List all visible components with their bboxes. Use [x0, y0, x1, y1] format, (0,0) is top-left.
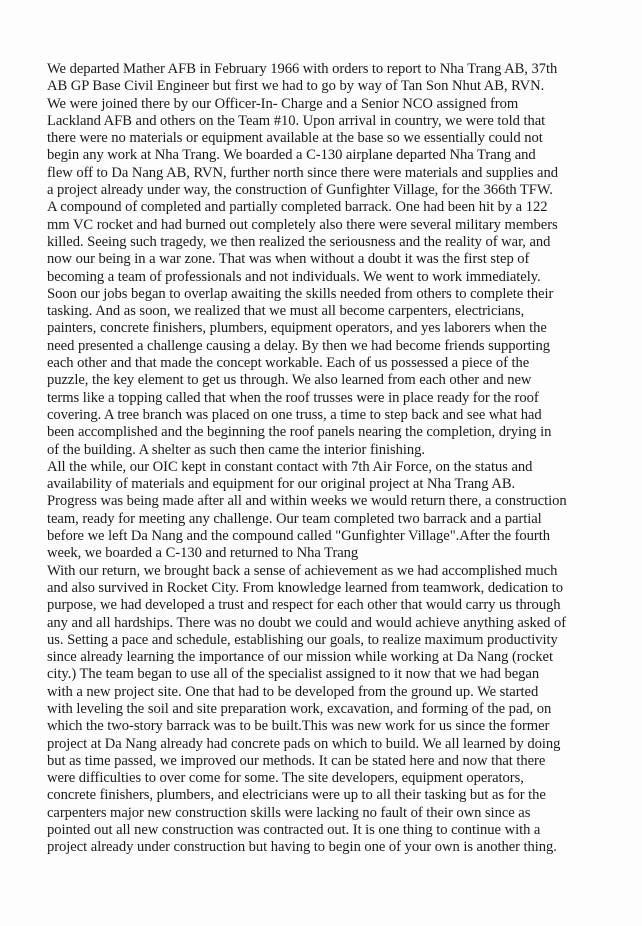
- narrative-text: [47, 61, 627, 857]
- text-line: been accomplished and the beginning the roof panels nearing the completion, drying in: [47, 424, 552, 441]
- text-line: concrete finishers, plumbers, and electricians were up to all their tasking but as for the: [47, 787, 546, 804]
- text-line: project at Da Nang already had concrete pads on which to build. We all learned by doing: [47, 735, 561, 752]
- text-line: pointed out all new construction was contracted out. It is one thing to continue with a: [47, 822, 541, 839]
- text-line: covering. A tree branch was placed on one truss, a time to step back and see what had: [47, 406, 542, 423]
- text-line: Progress was being made after all and within weeks we would return there, a construction: [47, 493, 567, 510]
- text-line: but as time passed, we improved our methods. It can be stated here and now that there: [47, 752, 546, 769]
- text-line: team, ready for meeting any challenge. Our team completed two barrack and a partial: [47, 510, 542, 527]
- text-line: availability of materials and equipment for our original project at Nha Trang AB.: [47, 476, 516, 493]
- text-line: A compound of completed and partially completed barrack. One had been hit by a 122: [47, 199, 548, 216]
- text-line: Lackland AFB and others on the Team #10. Upon arrival in country, we were told that: [47, 112, 546, 129]
- text-line: there were no materials or equipment available at the base so we essentially could not: [47, 130, 543, 147]
- text-line: tasking. And as soon, we realized that we must all become carpenters, electricians,: [47, 303, 525, 320]
- text-line: since already learning the importance of our mission while working at Da Nang (rocket: [47, 649, 553, 666]
- text-line: and also survived in Rocket City. From knowledge learned from teamwork, dedication to: [47, 579, 564, 596]
- text-line: With our return, we brought back a sense of achievement as we had accomplished much: [47, 562, 558, 579]
- text-line: a project already under way, the construction of Gunfighter Village, for the 366th TFW.: [47, 182, 553, 199]
- text-line: mm VC rocket and had burned out completely also there were several military members: [47, 216, 558, 233]
- text-line: before we left Da Nang and the compound called "Gunfighter Village".After the fourth: [47, 528, 550, 545]
- text-line: begin any work at Nha Trang. We boarded a C-130 airplane departed Nha Trang and: [47, 147, 536, 164]
- text-line: with a new project site. One that had to be developed from the ground up. We started: [47, 683, 539, 700]
- text-line: week, we boarded a C-130 and returned to Nha Trang: [47, 545, 359, 562]
- text-line: need presented a challenge causing a delay. By then we had become friends supporting: [47, 337, 551, 354]
- text-line: All the while, our OIC kept in constant contact with 7th Air Force, on the status and: [47, 458, 533, 475]
- text-line: now our being in a war zone. That was when without a doubt it was the first step of: [47, 251, 530, 268]
- text-line: each other and that made the concept workable. Each of us possessed a piece of the: [47, 355, 530, 372]
- text-line: terms like a topping called that when the roof trusses were in place ready for the roof: [47, 389, 539, 406]
- text-line: city.) The team began to use all of the specialist assigned to it now that we had began: [47, 666, 540, 683]
- text-line: We were joined there by our Officer-In- Charge and a Senior NCO assigned from: [47, 95, 519, 112]
- text-line: painters, concrete finishers, plumbers, equipment operators, and yes laborers when the: [47, 320, 547, 337]
- text-line: project already under construction but having to begin one of your own is another thing.: [47, 839, 557, 856]
- text-line: AB GP Base Civil Engineer but first we had to go by way of Tan Son Nhut AB, RVN.: [47, 78, 545, 95]
- text-line: were difficulties to over come for some. The site developers, equipment operators,: [47, 770, 524, 787]
- text-line: purpose, we had developed a trust and respect for each other that would carry us through: [47, 597, 561, 614]
- text-line: with leveling the soil and site preparation work, excavation, and forming of the pad, on: [47, 700, 552, 717]
- text-line: Soon our jobs began to overlap awaiting the skills needed from others to complete their: [47, 285, 554, 302]
- text-line: becoming a team of professionals and not individuals. We went to work immediately.: [47, 268, 541, 285]
- text-line: us. Setting a pace and schedule, establishing our goals, to realize maximum productivity: [47, 631, 558, 648]
- text-line: killed. Seeing such tragedy, we then realized the seriousness and the reality of war, and: [47, 233, 551, 250]
- text-line: carpenters major new construction skills were lacking no fault of their own since as: [47, 804, 531, 821]
- text-line: any and all hardships. There was no doubt we could and would achieve anything asked of: [47, 614, 567, 631]
- text-line: which the two-story barrack was to be built.This was new work for us since the former: [47, 718, 550, 735]
- text-line: puzzle, the key element to get us through. We also learned from each other and new: [47, 372, 532, 389]
- text-line: of the building. A shelter as such then came the interior finishing.: [47, 441, 425, 458]
- text-line: flew off to Da Nang AB, RVN, further north since there were materials and supplies and: [47, 164, 558, 181]
- text-line: We departed Mather AFB in February 1966 with orders to report to Nha Trang AB, 37th: [47, 61, 558, 77]
